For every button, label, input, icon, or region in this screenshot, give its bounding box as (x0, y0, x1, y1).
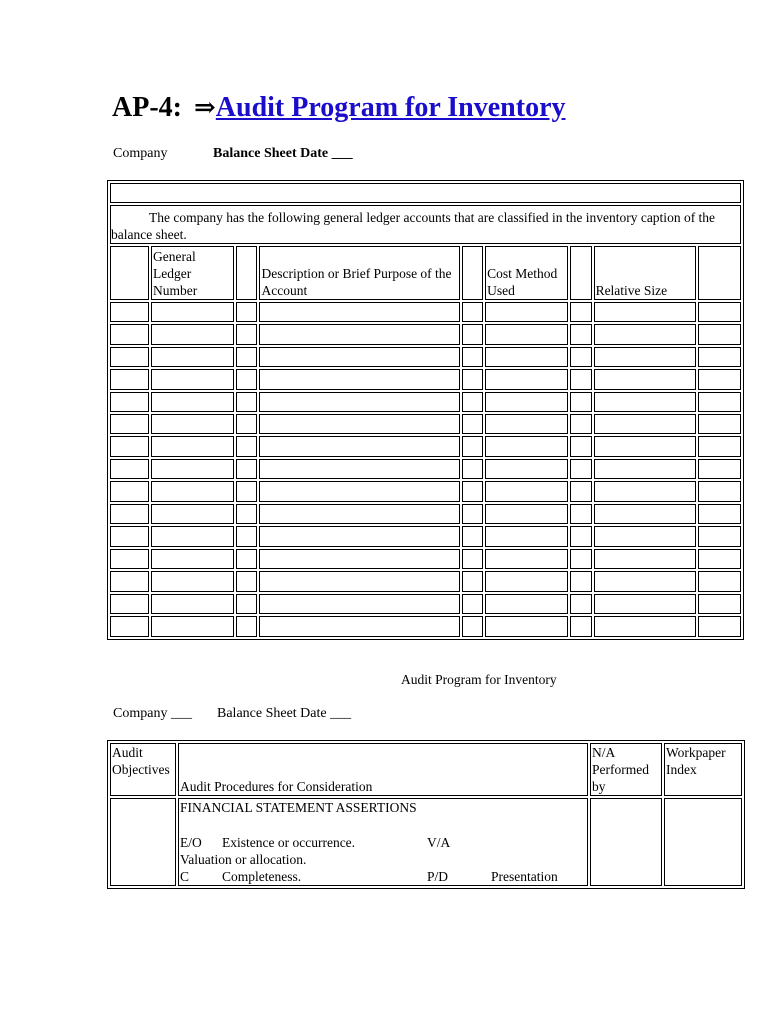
empty-cell (110, 414, 149, 434)
empty-cell (110, 302, 149, 322)
empty-cell (594, 459, 696, 479)
empty-cell (594, 549, 696, 569)
empty-cell (110, 594, 149, 614)
empty-cell (110, 324, 149, 344)
empty-cell (151, 549, 234, 569)
table-row (110, 205, 741, 244)
empty-cell (462, 481, 483, 501)
empty-cell (151, 324, 234, 344)
empty-cell (462, 616, 483, 637)
empty-cell (594, 414, 696, 434)
empty-cell (698, 459, 741, 479)
empty-cell (462, 392, 483, 412)
table-row (110, 504, 741, 524)
column-header (462, 246, 483, 300)
empty-cell (259, 392, 459, 412)
empty-cell (259, 616, 459, 637)
empty-cell (259, 571, 459, 591)
empty-cell (151, 414, 234, 434)
empty-cell (462, 347, 483, 367)
empty-cell (110, 347, 149, 367)
objectives-cell (110, 798, 176, 886)
empty-cell (485, 616, 568, 637)
empty-cell (259, 369, 459, 389)
empty-cell (236, 571, 257, 591)
col-na-performed: N/A Performed by (590, 743, 662, 796)
empty-cell (485, 526, 568, 546)
empty-cell (236, 481, 257, 501)
empty-cell (570, 324, 591, 344)
empty-cell (485, 302, 568, 322)
column-header (570, 246, 591, 300)
empty-cell (485, 504, 568, 524)
empty-cell (698, 616, 741, 637)
table-row (110, 571, 741, 591)
empty-cell (462, 526, 483, 546)
table-header-blank (110, 183, 741, 203)
empty-cell (462, 504, 483, 524)
assertion-row (180, 834, 586, 868)
empty-cell (462, 324, 483, 344)
table-row (110, 798, 742, 886)
empty-cell (462, 414, 483, 434)
empty-cell (151, 571, 234, 591)
empty-cell (594, 526, 696, 546)
empty-cell (594, 571, 696, 591)
empty-cell (151, 436, 234, 456)
column-header (236, 246, 257, 300)
empty-cell (594, 616, 696, 637)
empty-cell (236, 392, 257, 412)
empty-cell (110, 549, 149, 569)
empty-cell (570, 347, 591, 367)
empty-cell (594, 436, 696, 456)
empty-cell (698, 392, 741, 412)
empty-cell (485, 549, 568, 569)
empty-cell (110, 481, 149, 501)
empty-cell (110, 526, 149, 546)
table-row (110, 549, 741, 569)
empty-cell (485, 347, 568, 367)
empty-cell (485, 414, 568, 434)
empty-cell (698, 504, 741, 524)
empty-cell (259, 481, 459, 501)
empty-cell (570, 504, 591, 524)
empty-cell (259, 324, 459, 344)
assertion-code: E/O (180, 835, 202, 850)
empty-cell (151, 594, 234, 614)
empty-cell (236, 459, 257, 479)
empty-cell (594, 347, 696, 367)
empty-cell (462, 571, 483, 591)
empty-cell (151, 616, 234, 637)
table-row (110, 392, 741, 412)
intro-text: The company has the following general ledger accounts that are classified in the inventory caption of the balance sheet. (110, 205, 741, 244)
empty-cell (236, 347, 257, 367)
empty-cell (698, 481, 741, 501)
table-row (110, 481, 741, 501)
table-row (110, 743, 742, 796)
empty-cell (570, 481, 591, 501)
workpaper-cell (664, 798, 742, 886)
assertions-cell (178, 798, 588, 886)
empty-cell (236, 369, 257, 389)
company-label: Company (113, 146, 168, 161)
empty-cell (259, 414, 459, 434)
table-row (110, 594, 741, 614)
empty-cell (110, 504, 149, 524)
column-header: General Ledger Number (151, 246, 234, 300)
empty-cell (570, 369, 591, 389)
empty-cell (462, 369, 483, 389)
empty-cell (594, 504, 696, 524)
audit-program-link[interactable]: Audit Program for Inventory (215, 92, 566, 123)
empty-cell (570, 616, 591, 637)
assertion-text2: Presentation (491, 869, 558, 884)
empty-cell (236, 436, 257, 456)
empty-cell (236, 594, 257, 614)
empty-cell (594, 302, 696, 322)
empty-cell (570, 549, 591, 569)
empty-cell (151, 459, 234, 479)
empty-cell (698, 347, 741, 367)
empty-cell (594, 594, 696, 614)
empty-cell (462, 549, 483, 569)
empty-cell (110, 616, 149, 637)
empty-cell (698, 302, 741, 322)
assertion-code: C (180, 869, 190, 884)
column-header-row (110, 246, 741, 300)
empty-cell (151, 392, 234, 412)
empty-cell (259, 504, 459, 524)
column-header (110, 246, 149, 300)
empty-cell (485, 594, 568, 614)
column-header: Relative Size (594, 246, 696, 300)
empty-cell (236, 324, 257, 344)
empty-cell (698, 324, 741, 344)
empty-cell (698, 526, 741, 546)
table-row (110, 183, 741, 203)
empty-cell (570, 526, 591, 546)
empty-cell (151, 481, 234, 501)
empty-cell (594, 369, 696, 389)
general-ledger-table (107, 180, 744, 640)
page-title (112, 92, 566, 124)
empty-cell (110, 571, 149, 591)
table-row (110, 459, 741, 479)
empty-cell (570, 571, 591, 591)
empty-cell (151, 302, 234, 322)
empty-cell (236, 549, 257, 569)
empty-cell (236, 414, 257, 434)
empty-cell (151, 347, 234, 367)
company-label-2: Company ___ (113, 706, 192, 721)
column-header (698, 246, 741, 300)
empty-cell (485, 324, 568, 344)
empty-cell (485, 369, 568, 389)
assertion-code2: V/A (427, 835, 451, 850)
empty-cell (259, 302, 459, 322)
section-title: Audit Program for Inventory (401, 672, 557, 687)
empty-cell (698, 594, 741, 614)
assertion-code2: P/D (427, 869, 449, 884)
empty-cell (485, 571, 568, 591)
table-row (110, 302, 741, 322)
empty-cell (259, 526, 459, 546)
table-row (110, 324, 741, 344)
balance-sheet-date-label-2: Balance Sheet Date ___ (217, 706, 352, 721)
assertion-text: Completeness. (222, 869, 302, 884)
na-cell (590, 798, 662, 886)
column-header: Cost Method Used (485, 246, 568, 300)
col-audit-objectives: Audit Objectives (110, 743, 176, 796)
table-row (110, 616, 741, 637)
empty-cell (570, 392, 591, 412)
empty-cell (259, 459, 459, 479)
empty-cell (151, 504, 234, 524)
empty-cell (462, 302, 483, 322)
assertion-text2: Valuation or allocation. (180, 852, 307, 867)
empty-cell (594, 324, 696, 344)
empty-cell (698, 571, 741, 591)
empty-cell (570, 594, 591, 614)
col-audit-procedures: Audit Procedures for Consideration (178, 743, 588, 796)
table-row (110, 436, 741, 456)
empty-cell (259, 549, 459, 569)
arrow-icon: ⇒ (193, 93, 216, 122)
empty-cell (570, 302, 591, 322)
empty-cell (698, 369, 741, 389)
table-row (110, 526, 741, 546)
empty-cell (110, 392, 149, 412)
assertion-text: Existence or occurrence. (222, 835, 356, 850)
empty-cell (110, 369, 149, 389)
empty-cell (462, 436, 483, 456)
audit-procedures-table (107, 740, 745, 889)
table-row (110, 347, 741, 367)
col-workpaper-index: Workpaper Index (664, 743, 742, 796)
empty-cell (236, 504, 257, 524)
empty-cell (462, 594, 483, 614)
empty-cell (110, 436, 149, 456)
table-row (110, 369, 741, 389)
empty-cell (236, 616, 257, 637)
balance-sheet-date-label: Balance Sheet Date ___ (213, 146, 353, 161)
program-code: AP-4: (112, 92, 182, 123)
empty-cell (259, 436, 459, 456)
empty-cell (259, 347, 459, 367)
empty-cell (570, 414, 591, 434)
empty-cell (698, 414, 741, 434)
empty-cell (485, 392, 568, 412)
empty-cell (462, 459, 483, 479)
empty-cell (594, 392, 696, 412)
empty-cell (236, 302, 257, 322)
empty-cell (698, 436, 741, 456)
table-row (110, 414, 741, 434)
empty-cell (570, 459, 591, 479)
empty-cell (151, 526, 234, 546)
empty-cell (485, 481, 568, 501)
empty-cell (485, 436, 568, 456)
empty-cell (485, 459, 568, 479)
empty-cell (698, 549, 741, 569)
assertion-row (180, 868, 586, 885)
empty-cell (570, 436, 591, 456)
empty-cell (110, 459, 149, 479)
empty-cell (594, 481, 696, 501)
empty-cell (236, 526, 257, 546)
empty-cell (259, 594, 459, 614)
assertions-title: FINANCIAL STATEMENT ASSERTIONS (180, 800, 417, 815)
column-header: Description or Brief Purpose of the Account (259, 246, 459, 300)
assertions-list (180, 834, 586, 885)
empty-cell (151, 369, 234, 389)
